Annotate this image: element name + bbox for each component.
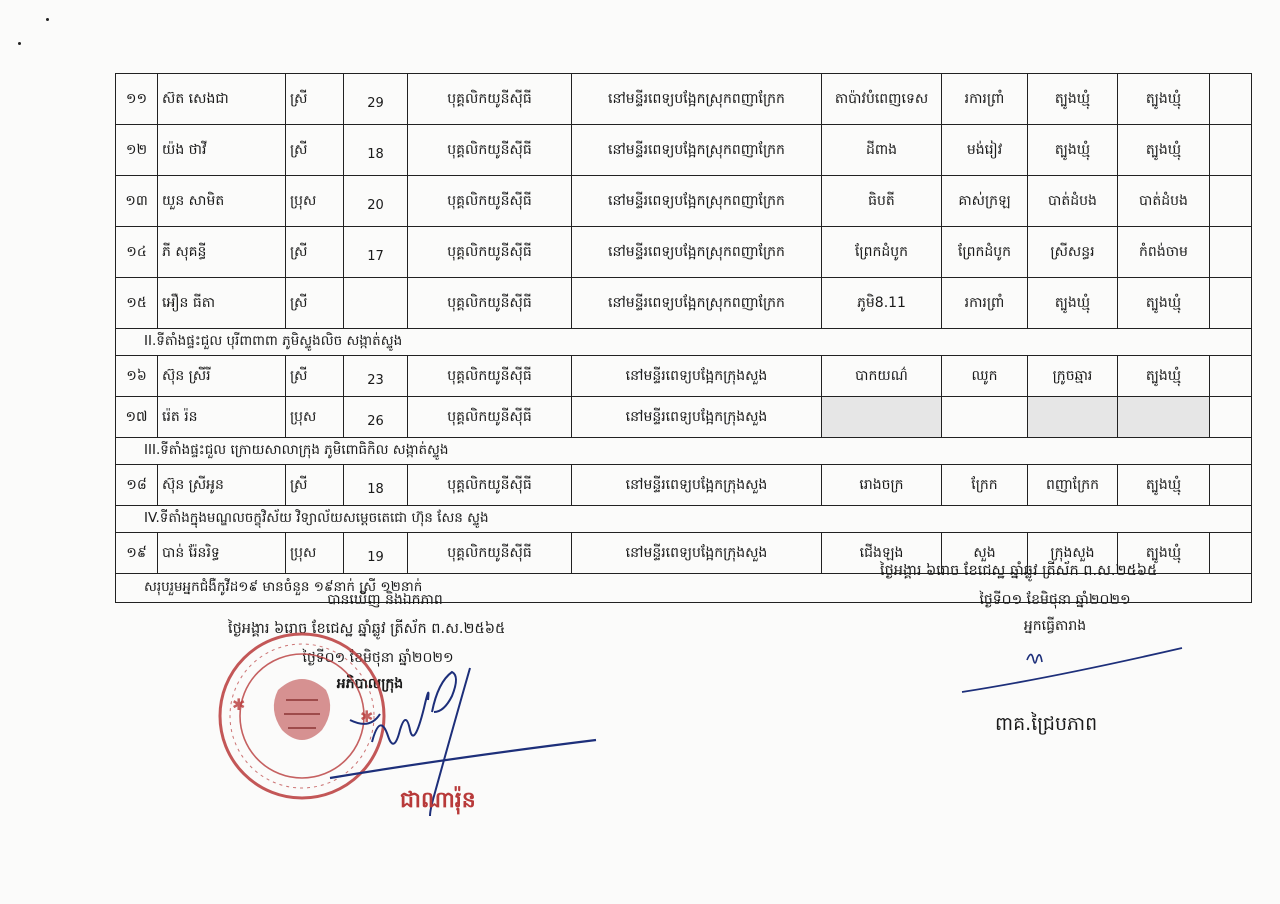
row-number: ១១ (116, 74, 158, 125)
address-village: ធិបតី (822, 176, 942, 227)
address-district: ត្បូងឃ្មុំ (1028, 125, 1118, 176)
patient-age: 29 (344, 74, 408, 125)
left-title: អភិបាលក្រុង (336, 676, 404, 692)
address-province: កំពង់ចាម (1118, 227, 1210, 278)
address-district: ត្បូងឃ្មុំ (1028, 278, 1118, 329)
address-district: ក្រូចឆ្មារ (1028, 356, 1118, 397)
patient-sex: ប្រុស (286, 533, 344, 574)
address-commune: សួង (942, 533, 1028, 574)
left-name: ជាណារ៉ុន (400, 788, 476, 813)
row-number: ១៥ (116, 278, 158, 329)
workplace: នៅមន្ទីរពេទ្យបង្អែកក្រុងសួង (572, 397, 822, 438)
address-commune: រការព្រាំ (942, 278, 1028, 329)
address-district: ពញាក្រែក (1028, 465, 1118, 506)
workplace: នៅមន្ទីរពេទ្យបង្អែកស្រុកពញាក្រែក (572, 125, 822, 176)
address-district: ស្រីសន្ធរ (1028, 227, 1118, 278)
row-number: ១៩ (116, 533, 158, 574)
patient-name: អឿន ធីតា (158, 278, 286, 329)
row-number: ១២ (116, 125, 158, 176)
row-number: ១៤ (116, 227, 158, 278)
address-province: ត្បូងឃ្មុំ (1118, 125, 1210, 176)
patient-sex: ស្រី (286, 125, 344, 176)
patient-name: ស៊ត សេងជា (158, 74, 286, 125)
right-date-lunar: ថ្ងៃអង្គារ ៦រោច ខែជេស្ឋ ឆ្នាំឆ្លូវ ត្រីស័ក ព.ស.២៥៦៥ (880, 563, 1158, 579)
address-commune: រការព្រាំ (942, 74, 1028, 125)
address-commune: ឈូក (942, 356, 1028, 397)
address-village: បាកយណ៌ (822, 356, 942, 397)
patient-sex: ស្រី (286, 74, 344, 125)
patient-role: បុគ្គលិកយូនីស៊ីធី (408, 176, 572, 227)
workplace: នៅមន្ទីរពេទ្យបង្អែកស្រុកពញាក្រែក (572, 227, 822, 278)
address-village: ភូមិ8.11 (822, 278, 942, 329)
address-province: បាត់ដំបង (1118, 176, 1210, 227)
address-village: រោងចក្រ (822, 465, 942, 506)
address-district: ត្បូងឃ្មុំ (1028, 74, 1118, 125)
row-number: ១៦ (116, 356, 158, 397)
patient-role: បុគ្គលិកយូនីស៊ីធី (408, 74, 572, 125)
address-commune: មង់រៀវ (942, 125, 1028, 176)
address-district: បាត់ដំបង (1028, 176, 1118, 227)
patient-role: បុគ្គលិកយូនីស៊ីធី (408, 278, 572, 329)
patient-sex: ស្រី (286, 356, 344, 397)
patient-sex: ស្រី (286, 465, 344, 506)
right-name: ពាគ.ជ្រៃបភាព (995, 713, 1098, 735)
patient-name: ស៊ុន ស្រីរី (158, 356, 286, 397)
patient-role: បុគ្គលិកយូនីស៊ីធី (408, 356, 572, 397)
patient-age: 26 (344, 397, 408, 438)
patient-age: 17 (344, 227, 408, 278)
section-heading: II.ទីតាំងផ្ទះជួល បុរីពាពាពា ភូមិស្ទូងលិច សង្កាត់ស្ទូង (116, 329, 1252, 356)
patient-role: បុគ្គលិកយូនីស៊ីធី (408, 125, 572, 176)
patient-name: ស៊ុន ស្រីអូន (158, 465, 286, 506)
patient-role: បុគ្គលិកយូនីស៊ីធី (408, 533, 572, 574)
right-date-solar: ថ្ងៃទី០១ ខែមិថុនា ឆ្នាំ២០២១ (979, 592, 1131, 608)
patient-role: បុគ្គលិកយូនីស៊ីធី (408, 397, 572, 438)
address-district: ក្រុងសួង (1028, 533, 1118, 574)
right-role: អ្នកធ្វើតារាង (1023, 618, 1087, 634)
address-province: ត្បូងឃ្មុំ (1118, 278, 1210, 329)
address-village: តាប៉ាវបំពេញទេស (822, 74, 942, 125)
left-date-solar: ថ្ងៃទី០១ ខែមិថុនា ឆ្នាំ២០២១ (302, 650, 454, 666)
svg-text:✱: ✱ (232, 695, 246, 714)
section-heading: III.ទីតាំងផ្ទះជួល ក្រោយសាលាក្រុង ភូមិពោធិកិល សង្កាត់ស្ទូង (116, 438, 1252, 465)
patient-age: 19 (344, 533, 408, 574)
address-province: ត្បូងឃ្មុំ (1118, 465, 1210, 506)
left-date-lunar: ថ្ងៃអង្គារ ៦រោច ខែជេស្ឋ ឆ្នាំឆ្លូវ ត្រីស័ក ព.ស.២៥៦៥ (228, 621, 506, 637)
address-province: ត្បូងឃ្មុំ (1118, 533, 1210, 574)
workplace: នៅមន្ទីរពេទ្យបង្អែកក្រុងសួង (572, 465, 822, 506)
patient-name: រ៉េត រ៉ន (158, 397, 286, 438)
left-seen: បានឃើញ និងឯកភាព (327, 592, 443, 608)
workplace: នៅមន្ទីរពេទ្យបង្អែកស្រុកពញាក្រែក (572, 74, 822, 125)
address-commune: ក្រែក (942, 465, 1028, 506)
patient-age: 20 (344, 176, 408, 227)
address-province: ត្បូងឃ្មុំ (1118, 74, 1210, 125)
workplace: នៅមន្ទីរពេទ្យបង្អែកស្រុកពញាក្រែក (572, 278, 822, 329)
patient-name: ភី សុគន្ធី (158, 227, 286, 278)
patient-sex: ប្រុស (286, 176, 344, 227)
patient-name: យ៉ង ថាវី (158, 125, 286, 176)
section-heading: IV.ទីតាំងក្នុងមណ្ឌលចក្ខុវិស័យ វិទ្យាល័យសម្តេចតេជោ ហ៊ុន សែន ស្ទូង (116, 506, 1252, 533)
total-text: សរុបរួមអ្នកជំងឺកូវីដ១៩ មានចំនួន ១៩នាក់ ស្រី ១២នាក់ (116, 574, 1252, 603)
patient-sex: ស្រី (286, 227, 344, 278)
patient-role: បុគ្គលិកយូនីស៊ីធី (408, 227, 572, 278)
address-province: ត្បូងឃ្មុំ (1118, 356, 1210, 397)
row-number: ១៨ (116, 465, 158, 506)
patient-name: យួន សាមិត (158, 176, 286, 227)
workplace: នៅមន្ទីរពេទ្យបង្អែកស្រុកពញាក្រែក (572, 176, 822, 227)
workplace: នៅមន្ទីរពេទ្យបង្អែកក្រុងសួង (572, 533, 822, 574)
patient-age: 18 (344, 125, 408, 176)
address-commune: គាស់ក្រឡ (942, 176, 1028, 227)
svg-text:✱: ✱ (360, 707, 374, 726)
address-village: ព្រែកដំបូក (822, 227, 942, 278)
address-village: ដីពាង (822, 125, 942, 176)
patient-role: បុគ្គលិកយូនីស៊ីធី (408, 465, 572, 506)
row-number: ១៣ (116, 176, 158, 227)
address-village: ជើងឡង (822, 533, 942, 574)
patient-sex: ប្រុស (286, 397, 344, 438)
patient-age: 23 (344, 356, 408, 397)
row-number: ១៧ (116, 397, 158, 438)
address-commune: ព្រែកដំបូក (942, 227, 1028, 278)
patient-name: បាន់ រ៉ែនរិទ្ធ (158, 533, 286, 574)
patient-sex: ស្រី (286, 278, 344, 329)
patient-age: 18 (344, 465, 408, 506)
workplace: នៅមន្ទីរពេទ្យបង្អែកក្រុងសួង (572, 356, 822, 397)
